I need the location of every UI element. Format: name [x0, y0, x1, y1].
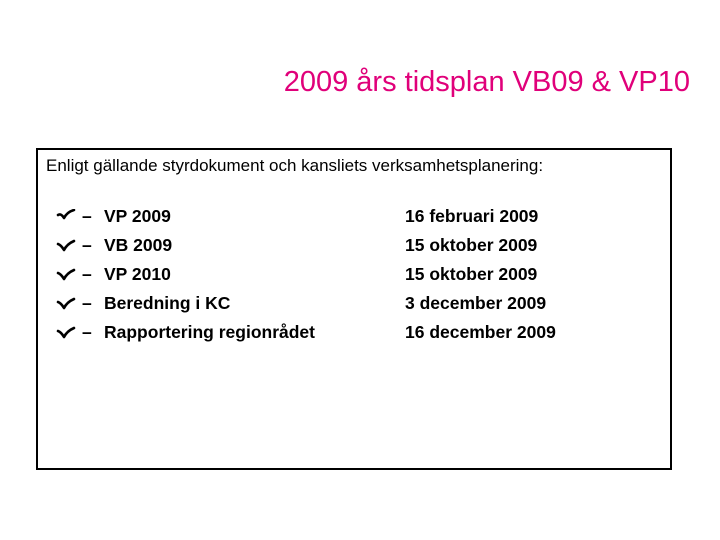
item-date: 15 oktober 2009 [405, 235, 538, 255]
item-date: 16 februari 2009 [405, 206, 539, 226]
item-label: VP 2010 [104, 264, 171, 284]
dash: – [82, 235, 92, 255]
list-item [56, 206, 616, 235]
dash: – [82, 293, 92, 313]
item-label: VP 2009 [104, 206, 171, 226]
item-date: 3 december 2009 [405, 293, 547, 313]
list-item [56, 235, 616, 264]
item-date: 15 oktober 2009 [405, 264, 538, 284]
intro-text: Enligt gällande styrdokument och kansliets verksamhetsplanering: [46, 156, 544, 175]
item-label: VB 2009 [104, 235, 173, 255]
item-label: Rapportering regionrådet [104, 322, 315, 342]
check-mark-icon [56, 267, 80, 283]
item-date: 16 december 2009 [405, 322, 556, 342]
dash: – [82, 322, 92, 342]
list-item [56, 264, 616, 293]
check-mark-icon [56, 238, 80, 254]
check-mark-icon [56, 325, 80, 341]
dash: – [82, 264, 92, 284]
list-item [56, 293, 616, 322]
content-box [36, 148, 672, 470]
item-label: Beredning i KC [104, 293, 231, 313]
slide-title: 2009 års tidsplan VB09 & VP10 [283, 66, 690, 98]
schedule-list [56, 206, 616, 351]
dash: – [82, 206, 92, 226]
check-mark-icon [56, 209, 80, 225]
check-mark-icon [56, 296, 80, 312]
list-item [56, 322, 616, 351]
